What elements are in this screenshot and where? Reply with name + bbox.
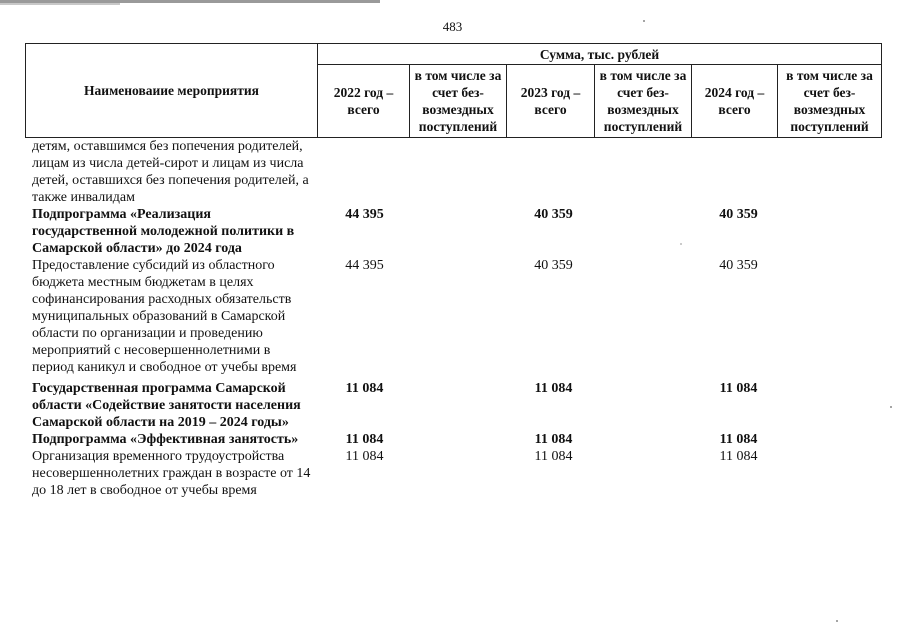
value-2022: 11 084	[345, 381, 384, 396]
value-2022: 11 084	[345, 432, 384, 447]
value-2024: 11 084	[719, 381, 758, 396]
value-2023: 11 084	[534, 449, 573, 464]
scan-speck	[836, 620, 838, 622]
value-2023: 40 359	[534, 207, 573, 222]
table-row	[25, 257, 881, 376]
table-row	[25, 448, 881, 499]
row-name: Государственная программа Самарской области «Содействие занятости населения Самарской области на 2019 – 2024 годы»	[32, 381, 301, 430]
row-name: Организация временного трудоустройства несовершеннолетних граждан в возрасте от 14 до 18 лет в свободное от учебы время	[32, 449, 311, 498]
value-2022: 44 395	[345, 258, 384, 273]
table-body	[25, 138, 881, 499]
value-2023: 11 084	[534, 381, 573, 396]
value-2022: 44 395	[345, 207, 384, 222]
row-name: Предоставление субсидий из областного бюджета местным бюджетам в целях софинансирования расходных обязательств муниципальных образований в Самарской области по организации и проведению мероприятий с несовершеннолетними в период каникул и свободное от учебы время	[32, 258, 297, 375]
scan-speck	[643, 20, 645, 22]
page-number: 483	[442, 19, 463, 34]
column-header-2024-total: 2024 год – всего	[692, 65, 778, 138]
value-2024: 11 084	[719, 449, 758, 464]
row-name: Подпрограмма «Реализация государственной молодежной политики в Самарской области» до 2024 года	[32, 207, 295, 256]
row-name: детям, оставшимся без попечения родителей, лицам из числа детей-сирот и лицам из числа детей, оставшихся без попечения родителей, а также инвалидам	[32, 139, 309, 205]
scan-edge-line	[0, 3, 120, 5]
scan-speck	[680, 243, 682, 245]
value-2024: 40 359	[719, 207, 758, 222]
row-name: Подпрограмма «Эффективная занятость»	[32, 432, 299, 447]
value-2022: 11 084	[345, 449, 384, 464]
table-row	[25, 138, 881, 206]
value-2023: 40 359	[534, 258, 573, 273]
table-header	[25, 43, 881, 138]
column-header-2024-gratuitous: в том числе за счет без-возмездных поступлений	[778, 65, 882, 138]
scan-speck	[890, 406, 892, 408]
column-header-name: Наименоваиие мероприятия	[26, 44, 318, 138]
value-2024: 40 359	[719, 258, 758, 273]
value-2023: 11 084	[534, 432, 573, 447]
column-header-2023-total: 2023 год – всего	[507, 65, 595, 138]
table-row	[25, 431, 881, 448]
column-header-2022-total: 2022 год – всего	[318, 65, 410, 138]
table-row	[25, 380, 881, 431]
column-header-sum: Сумма, тыс. рублей	[318, 44, 882, 65]
value-2024: 11 084	[719, 432, 758, 447]
table-row	[25, 206, 881, 257]
column-header-2023-gratuitous: в том числе за счет без-возмездных поступлений	[595, 65, 692, 138]
column-header-2022-gratuitous: в том числе за счет без-возмездных поступлений	[410, 65, 507, 138]
